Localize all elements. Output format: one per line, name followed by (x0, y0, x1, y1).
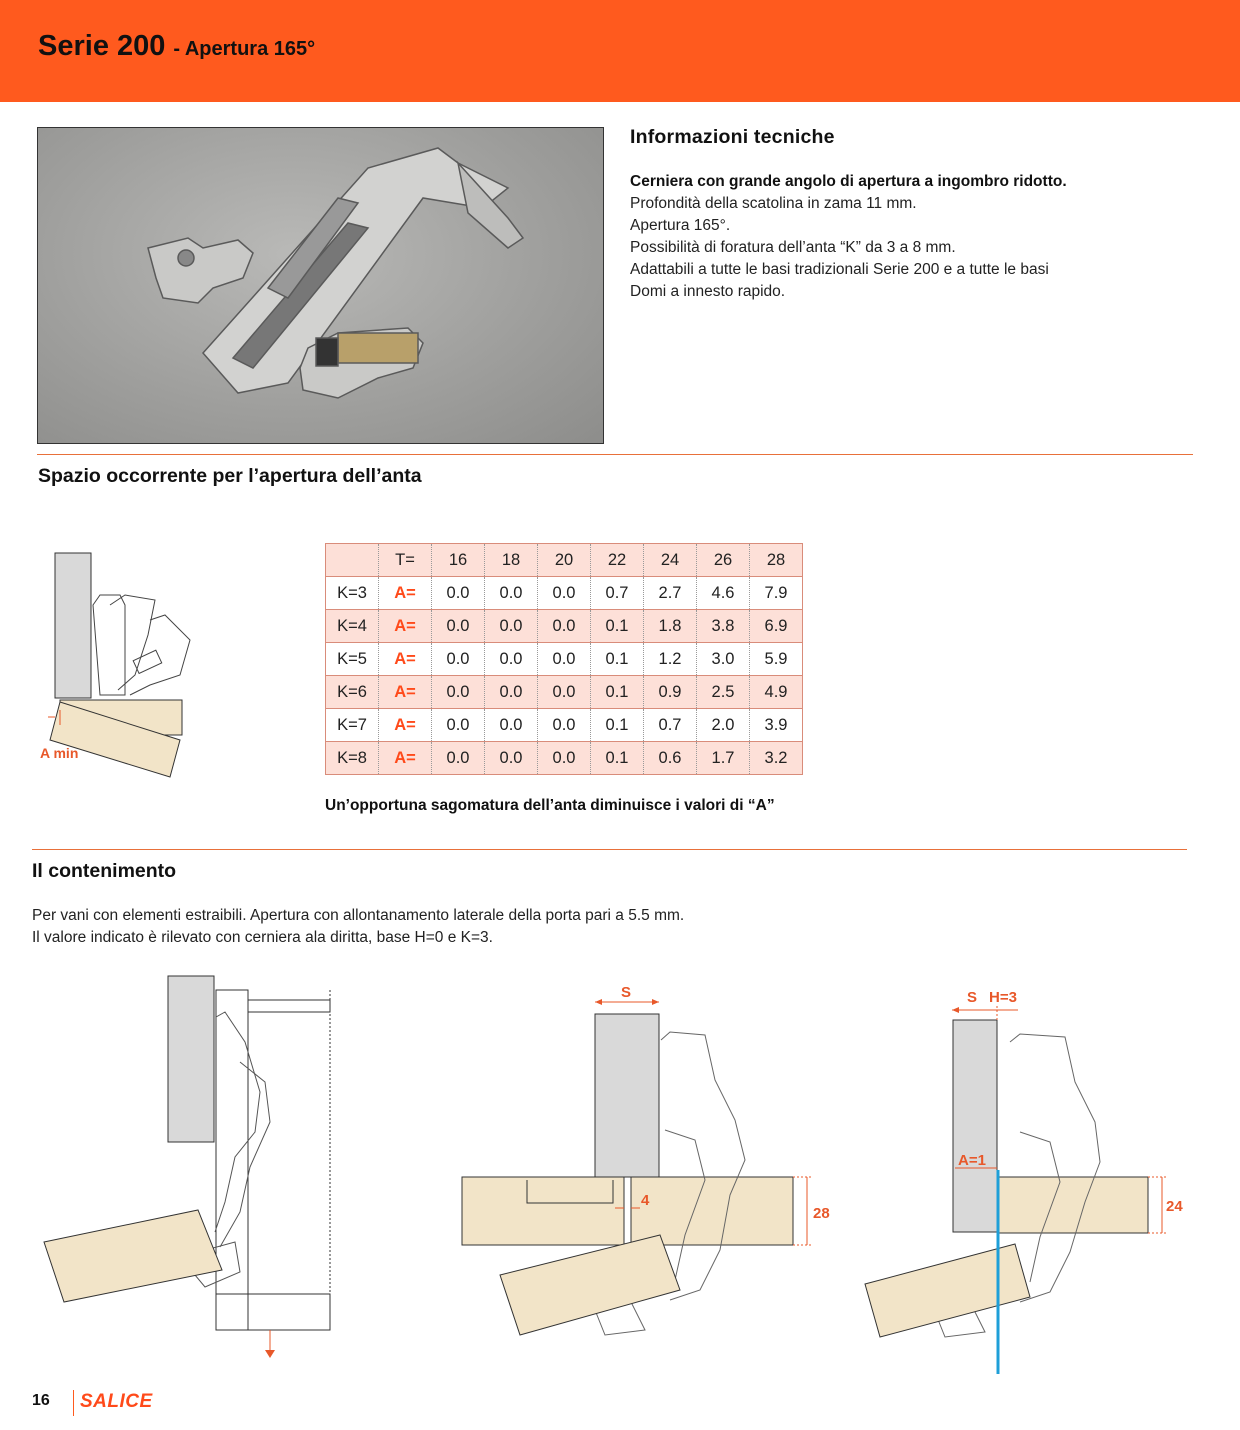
containment-text (32, 905, 684, 949)
value-cell: 0.0 (538, 610, 591, 643)
a-label: A=1 (958, 1152, 986, 1169)
thickness-label: 28 (813, 1205, 830, 1222)
value-cell: 4.6 (697, 577, 750, 610)
table-row (326, 643, 803, 676)
a-label-cell: A= (379, 577, 432, 610)
k-cell: K=7 (326, 709, 379, 742)
value-cell: 1.2 (644, 643, 697, 676)
opening-space-title: Spazio occorrente per l’apertura dell’anta (38, 465, 422, 487)
value-cell: 0.0 (485, 676, 538, 709)
product-photo (37, 127, 604, 444)
a-label-cell: A= (379, 643, 432, 676)
hinge-photo-illustration (38, 128, 604, 444)
table-row (326, 577, 803, 610)
table-row (326, 676, 803, 709)
t-value-cell: 18 (485, 544, 538, 577)
value-cell: 0.0 (432, 742, 485, 775)
value-cell: 0.6 (644, 742, 697, 775)
series-title: Serie 200 - Apertura 165° (38, 30, 316, 62)
info-line: Profondità della scatolina in zama 11 mm. (630, 195, 917, 212)
value-cell: 0.0 (538, 676, 591, 709)
value-cell: 0.0 (432, 643, 485, 676)
value-cell: 3.9 (750, 709, 803, 742)
thickness-label: 24 (1166, 1198, 1183, 1215)
info-lead: Cerniera con grande angolo di apertura a ingombro ridotto. (630, 173, 1067, 190)
value-cell: 0.1 (591, 676, 644, 709)
table-corner-cell (326, 544, 379, 577)
value-cell: 0.1 (591, 709, 644, 742)
value-cell: 0.0 (485, 610, 538, 643)
brand-logo: SALICE (80, 1391, 153, 1412)
a-label-cell: A= (379, 709, 432, 742)
a-label-cell: A= (379, 676, 432, 709)
value-cell: 0.0 (432, 610, 485, 643)
t-value-cell: 16 (432, 544, 485, 577)
containment-diagram-overlay (860, 982, 1190, 1382)
section-divider (32, 849, 1187, 850)
value-cell: 2.0 (697, 709, 750, 742)
s-label: S (967, 989, 978, 1006)
table-row (326, 610, 803, 643)
value-cell: 6.9 (750, 610, 803, 643)
value-cell: 2.5 (697, 676, 750, 709)
s-label: S (621, 984, 632, 1001)
containment-diagram-gap (455, 980, 845, 1370)
h-label: H=3 (989, 989, 1017, 1006)
info-line: Domi a innesto rapido. (630, 283, 786, 300)
value-cell: 0.0 (432, 709, 485, 742)
info-title: Informazioni tecniche (630, 126, 835, 148)
a-min-label: A min (40, 745, 79, 761)
containment-diagram-drawer (40, 972, 360, 1362)
value-cell: 3.8 (697, 610, 750, 643)
t-value-cell: 28 (750, 544, 803, 577)
value-cell: 0.1 (591, 643, 644, 676)
k-cell: K=8 (326, 742, 379, 775)
k-cell: K=5 (326, 643, 379, 676)
table-row (326, 742, 803, 775)
table-header-row (326, 544, 803, 577)
info-line: Apertura 165°. (630, 217, 731, 234)
value-cell: 1.7 (697, 742, 750, 775)
containment-title: Il contenimento (32, 860, 177, 882)
t-value-cell: 20 (538, 544, 591, 577)
a-label-cell: A= (379, 610, 432, 643)
section-divider (37, 454, 1193, 455)
t-value-cell: 22 (591, 544, 644, 577)
info-line: Possibilità di foratura dell’anta “K” da 3 a 8 mm. (630, 239, 956, 256)
value-cell: 0.0 (538, 742, 591, 775)
value-cell: 0.7 (591, 577, 644, 610)
value-cell: 0.0 (485, 742, 538, 775)
value-cell: 0.0 (485, 643, 538, 676)
value-cell: 3.2 (750, 742, 803, 775)
technical-info (630, 126, 1210, 303)
value-cell: 0.0 (432, 577, 485, 610)
value-cell: 0.1 (591, 610, 644, 643)
a-label-cell: A= (379, 742, 432, 775)
containment-line: Il valore indicato è rilevato con cerniera ala diritta, base H=0 e K=3. (32, 929, 493, 946)
value-cell: 0.0 (538, 577, 591, 610)
value-cell: 4.9 (750, 676, 803, 709)
k-cell: K=3 (326, 577, 379, 610)
t-label-cell: T= (379, 544, 432, 577)
value-cell: 5.9 (750, 643, 803, 676)
value-cell: 0.0 (485, 577, 538, 610)
value-cell: 0.1 (591, 742, 644, 775)
value-cell: 3.0 (697, 643, 750, 676)
value-cell: 2.7 (644, 577, 697, 610)
series-subtitle: - Apertura 165° (173, 38, 316, 60)
page-header (0, 0, 1240, 102)
footer-divider (73, 1390, 74, 1416)
info-line: Adattabili a tutte le basi tradizionali Serie 200 e a tutte le basi (630, 261, 1049, 278)
table-note: Un’opportuna sagomatura dell’anta diminuisce i valori di “A” (325, 797, 775, 814)
value-cell: 7.9 (750, 577, 803, 610)
t-value-cell: 26 (697, 544, 750, 577)
value-cell: 0.0 (538, 709, 591, 742)
a-min-diagram (30, 545, 210, 785)
containment-line: Per vani con elementi estraibili. Apertura con allontanamento laterale della porta pari a 5.5 mm. (32, 907, 685, 924)
value-cell: 0.0 (432, 676, 485, 709)
value-cell: 0.0 (538, 643, 591, 676)
table-row (326, 709, 803, 742)
value-cell: 0.7 (644, 709, 697, 742)
value-cell: 0.9 (644, 676, 697, 709)
gap-label: 4 (641, 1192, 650, 1209)
value-cell: 0.0 (485, 709, 538, 742)
page-number: 16 (32, 1392, 50, 1409)
t-value-cell: 24 (644, 544, 697, 577)
value-cell: 1.8 (644, 610, 697, 643)
opening-space-table (325, 543, 803, 775)
k-cell: K=6 (326, 676, 379, 709)
k-cell: K=4 (326, 610, 379, 643)
